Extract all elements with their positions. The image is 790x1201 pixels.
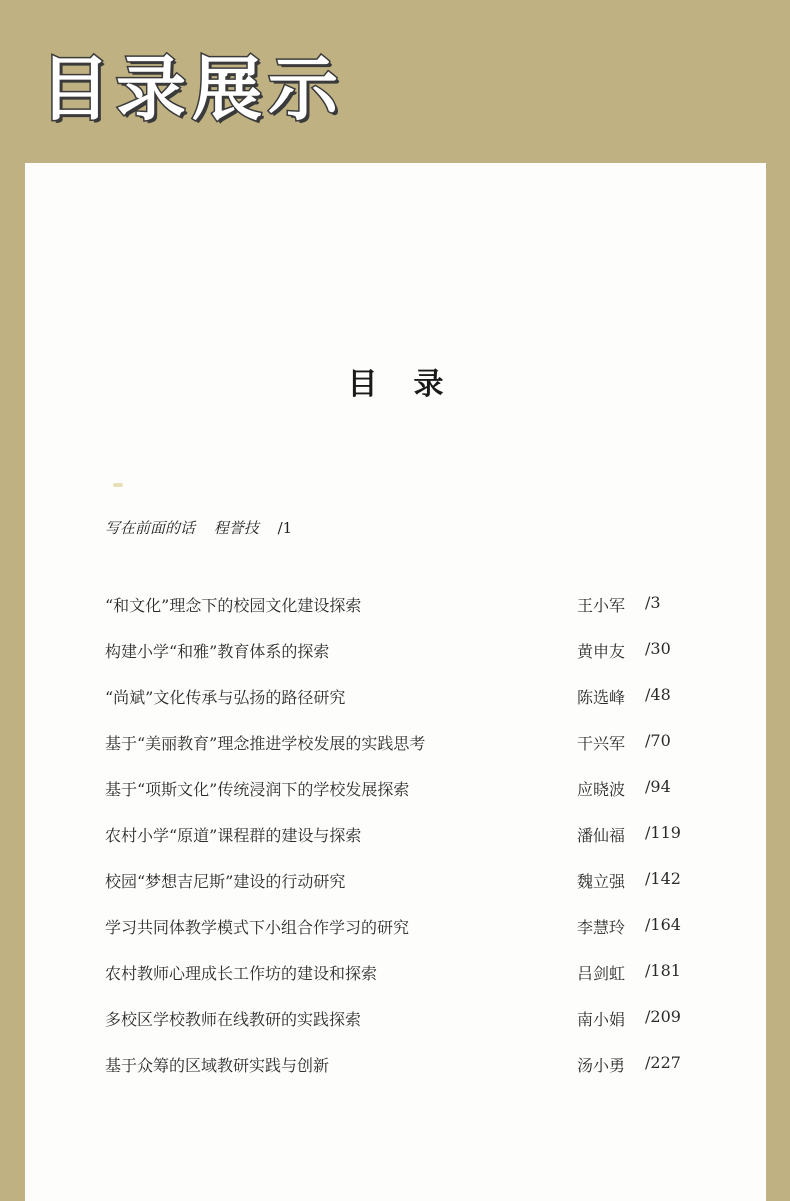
toc-entry xyxy=(105,915,705,961)
entry-title: 校园“梦想吉尼斯”建设的行动研究 xyxy=(105,872,346,891)
preface-author: 程誉技 xyxy=(213,519,259,537)
entry-title: 学习共同体教学模式下小组合作学习的研究 xyxy=(105,918,410,937)
entry-title: 农村小学“原道”课程群的建设与探索 xyxy=(105,826,362,845)
toc-entry xyxy=(105,731,705,777)
toc-entry xyxy=(105,777,705,823)
entry-title: 基于众筹的区域教研实践与创新 xyxy=(105,1056,330,1075)
entry-page: /30 xyxy=(645,639,671,658)
entry-title: 农村教师心理成长工作坊的建设和探索 xyxy=(105,964,378,983)
toc-entry xyxy=(105,869,705,915)
entry-page: /94 xyxy=(645,777,671,796)
entry-page: /181 xyxy=(645,961,681,980)
entry-title: 构建小学“和雅”教育体系的探索 xyxy=(105,642,330,661)
entry-page: /48 xyxy=(645,685,671,704)
entry-page: /3 xyxy=(645,593,661,612)
entry-title: 多校区学校教师在线教研的实践探索 xyxy=(105,1010,362,1029)
entry-page: /227 xyxy=(645,1053,681,1072)
entry-author: 应晓波 xyxy=(577,780,626,799)
toc-entry xyxy=(105,1053,705,1099)
toc-entry xyxy=(105,961,705,1007)
entry-author: 陈选峰 xyxy=(577,688,626,707)
toc-entry xyxy=(105,639,705,685)
entry-author: 吕剑虹 xyxy=(577,964,626,983)
paper-speck xyxy=(113,483,123,487)
banner-title: 目录展示 xyxy=(40,47,344,130)
toc-entry xyxy=(105,823,705,869)
entry-author: 干兴军 xyxy=(577,734,626,753)
entry-title: “尚斌”文化传承与弘扬的路径研究 xyxy=(105,688,346,707)
toc-heading: 目录 xyxy=(347,367,480,402)
entry-title: “和文化”理念下的校园文化建设探索 xyxy=(105,596,362,615)
entry-title: 基于“美丽教育”理念推进学校发展的实践思考 xyxy=(105,734,426,753)
preface-page: /1 xyxy=(277,519,293,537)
entry-page: /209 xyxy=(645,1007,681,1026)
entry-author: 黄申友 xyxy=(577,642,626,661)
entry-page: /119 xyxy=(645,823,681,842)
toc-entry xyxy=(105,1007,705,1053)
entry-author: 南小娟 xyxy=(577,1010,626,1029)
entry-author: 王小军 xyxy=(577,596,626,615)
entry-author: 李慧玲 xyxy=(577,918,626,937)
preface-title: 写在前面的话 xyxy=(105,519,196,537)
entry-page: /70 xyxy=(645,731,671,750)
entry-author: 汤小勇 xyxy=(577,1056,626,1075)
entry-page: /142 xyxy=(645,869,681,888)
book-page xyxy=(25,163,766,1201)
entry-title: 基于“项斯文化”传统浸润下的学校发展探索 xyxy=(105,780,410,799)
entry-page: /164 xyxy=(645,915,681,934)
toc-entry xyxy=(105,685,705,731)
toc-entries xyxy=(105,593,705,1099)
toc-entry xyxy=(105,593,705,639)
entry-author: 潘仙福 xyxy=(577,826,626,845)
preface-line xyxy=(105,517,306,538)
entry-author: 魏立强 xyxy=(577,872,626,891)
